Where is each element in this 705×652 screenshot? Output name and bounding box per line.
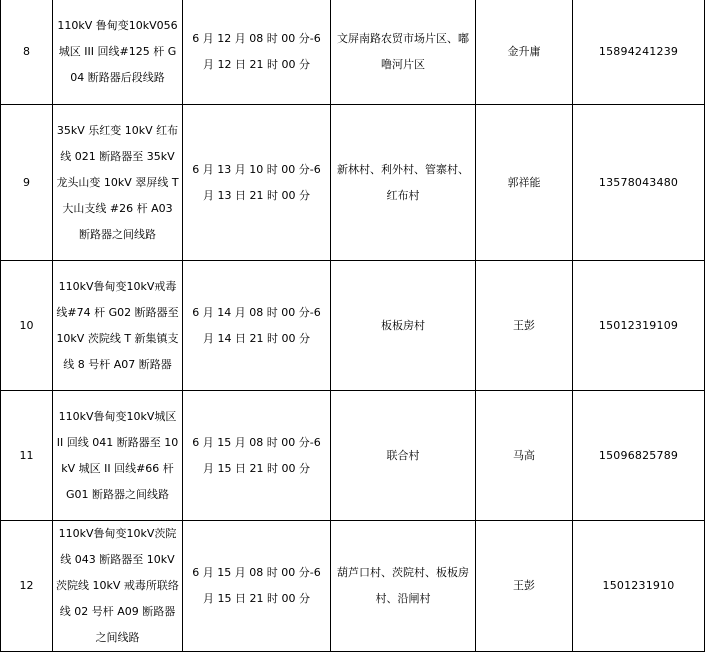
line-scope-cell: 35kV 乐红变 10kV 红布线 021 断路器至 35kV 龙头山变 10kV 翠屏线 T 大山支线 #26 杆 A03 断路器之间线路 <box>53 105 183 261</box>
contact-person-cell: 郭祥能 <box>476 105 573 261</box>
row-number-cell: 9 <box>1 105 53 261</box>
contact-person-cell: 马高 <box>476 391 573 521</box>
outage-time-cell: 6 月 13 月 10 时 00 分-6 月 13 日 21 时 00 分 <box>183 105 331 261</box>
table-row <box>1 0 705 105</box>
contact-phone-cell: 1501231910 <box>573 521 705 652</box>
outage-time-cell: 6 月 12 月 08 时 00 分-6 月 12 日 21 时 00 分 <box>183 0 331 105</box>
affected-area-cell: 新林村、利外村、管寨村、红布村 <box>331 105 476 261</box>
row-number-cell: 12 <box>1 521 53 652</box>
affected-area-cell: 板板房村 <box>331 261 476 391</box>
outage-time-cell: 6 月 15 月 08 时 00 分-6 月 15 日 21 时 00 分 <box>183 521 331 652</box>
outage-time-cell: 6 月 14 月 08 时 00 分-6 月 14 日 21 时 00 分 <box>183 261 331 391</box>
contact-phone-cell: 15096825789 <box>573 391 705 521</box>
affected-area-cell: 联合村 <box>331 391 476 521</box>
affected-area-cell: 葫芦口村、茨院村、板板房村、沿闸村 <box>331 521 476 652</box>
line-scope-cell: 110kV鲁甸变10kV戒毒线#74 杆 G02 断路器至 10kV 茨院线 T 新集镇支线 8 号杆 A07 断路器 <box>53 261 183 391</box>
contact-person-cell: 金升庸 <box>476 0 573 105</box>
line-scope-cell: 110kV鲁甸变10kV城区 II 回线 041 断路器至 10kV 城区 II 回线#66 杆 G01 断路器之间线路 <box>53 391 183 521</box>
line-scope-cell: 110kV鲁甸变10kV茨院线 043 断路器至 10kV 茨院线 10kV 戒毒所联络线 02 号杆 A09 断路器之间线路 <box>53 521 183 652</box>
line-scope-cell: 110kV 鲁甸变10kV056 城区 III 回线#125 杆 G04 断路器后段线路 <box>53 0 183 105</box>
outage-time-cell: 6 月 15 月 08 时 00 分-6 月 15 日 21 时 00 分 <box>183 391 331 521</box>
table-row <box>1 391 705 521</box>
contact-person-cell: 王彭 <box>476 521 573 652</box>
row-number-cell: 8 <box>1 0 53 105</box>
contact-phone-cell: 15012319109 <box>573 261 705 391</box>
row-number-cell: 11 <box>1 391 53 521</box>
row-number-cell: 10 <box>1 261 53 391</box>
table-row <box>1 261 705 391</box>
table-row <box>1 105 705 261</box>
contact-phone-cell: 15894241239 <box>573 0 705 105</box>
table-row <box>1 521 705 652</box>
contact-person-cell: 王彭 <box>476 261 573 391</box>
affected-area-cell: 文屏南路农贸市场片区、嘟噜河片区 <box>331 0 476 105</box>
contact-phone-cell: 13578043480 <box>573 105 705 261</box>
